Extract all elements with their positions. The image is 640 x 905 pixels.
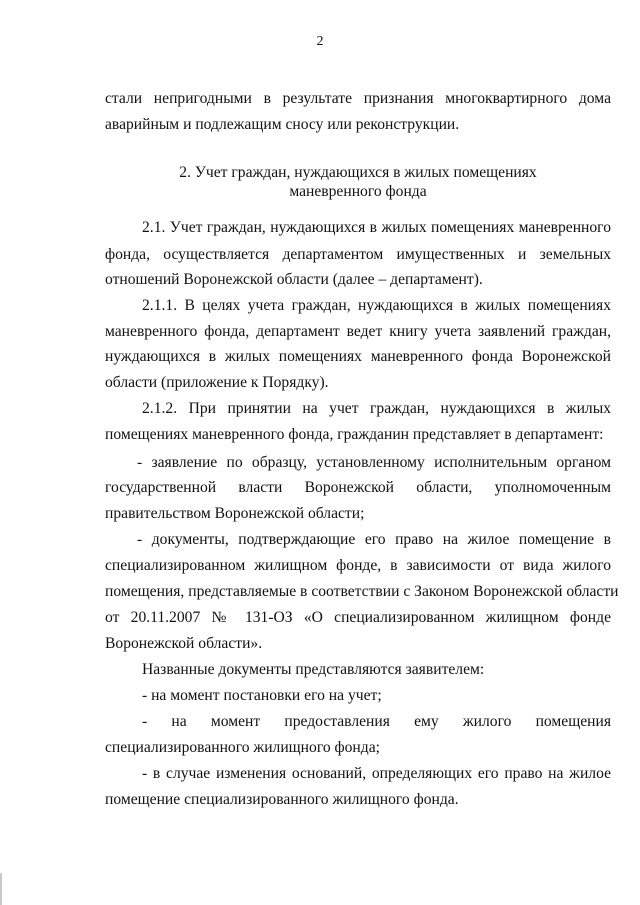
- paragraph-2-1-2-line-2: помещениях маневренного фонда, гражданин представляет в департамент:: [105, 426, 604, 443]
- list-item-1-line-1: - заявление по образцу, установленному исполнительным органом: [137, 454, 611, 471]
- list-item-2-line-4: от 20.11.2007 № 131-ОЗ «О специализированном жилищном фонде: [105, 609, 611, 626]
- section-title-line-1: 2. Учет граждан, нуждающихся в жилых помещениях: [179, 164, 537, 181]
- moment-item-2-line-1: - на момент предоставления ему жилого помещения: [142, 713, 611, 730]
- list-item-1-line-3: правительством Воронежской области;: [105, 505, 365, 522]
- paragraph-2-1-2-line-1: 2.1.2. При принятии на учет граждан, нуждающихся в жилых: [142, 400, 611, 417]
- continuation-line-1: стали непригодными в результате признания многоквартирного дома: [105, 90, 611, 107]
- list-item-2-line-1: - документы, подтверждающие его право на жилое помещение в: [137, 531, 611, 548]
- list-item-2-line-5: Воронежской области».: [105, 635, 263, 652]
- paragraph-2-1-1-line-2: маневренного фонда, департамент ведет книгу учета заявлений граждан,: [105, 323, 611, 340]
- documents-paragraph: Названные документы представляются заявителем:: [142, 661, 485, 678]
- moment-item-2-line-2: специализированного жилищного фонда;: [105, 739, 380, 756]
- paragraph-2-1-1-line-3: нуждающихся в жилых помещениях маневренного фонда Воронежской: [105, 348, 611, 365]
- list-item-1-line-2: государственной власти Воронежской области, уполномоченным: [105, 479, 611, 496]
- page-number: 2: [316, 34, 324, 49]
- paragraph-2-1-1-line-1: 2.1.1. В целях учета граждан, нуждающихся в жилых помещениях: [142, 297, 611, 314]
- moment-item-3-line-2: помещение специализированного жилищного фонда.: [105, 791, 459, 808]
- paragraph-2-1-1-line-4: области (приложение к Порядку).: [105, 374, 329, 391]
- moment-item-3-line-1: - в случае изменения оснований, определяющих его право на жилое: [142, 765, 611, 782]
- continuation-line-2: аварийным и подлежащим сносу или реконструкции.: [105, 116, 460, 133]
- paragraph-2-1-line-2: фонда, осуществляется департаментом имущественных и земельных: [105, 246, 611, 263]
- paragraph-2-1-line-1: 2.1. Учет граждан, нуждающихся в жилых помещениях маневренного: [142, 219, 611, 236]
- list-item-2-line-3: помещения, представляемые в соответствии с Законом Воронежской области: [105, 583, 619, 600]
- list-item-2-line-2: специализированном жилищном фонде, в зависимости от вида жилого: [105, 557, 611, 574]
- scan-edge-mark: [0, 873, 2, 905]
- section-title-line-2: маневренного фонда: [289, 183, 427, 200]
- moment-item-1: - на момент постановки его на учет;: [142, 687, 382, 704]
- paragraph-2-1-line-3: отношений Воронежской области (далее – департамент).: [105, 271, 483, 288]
